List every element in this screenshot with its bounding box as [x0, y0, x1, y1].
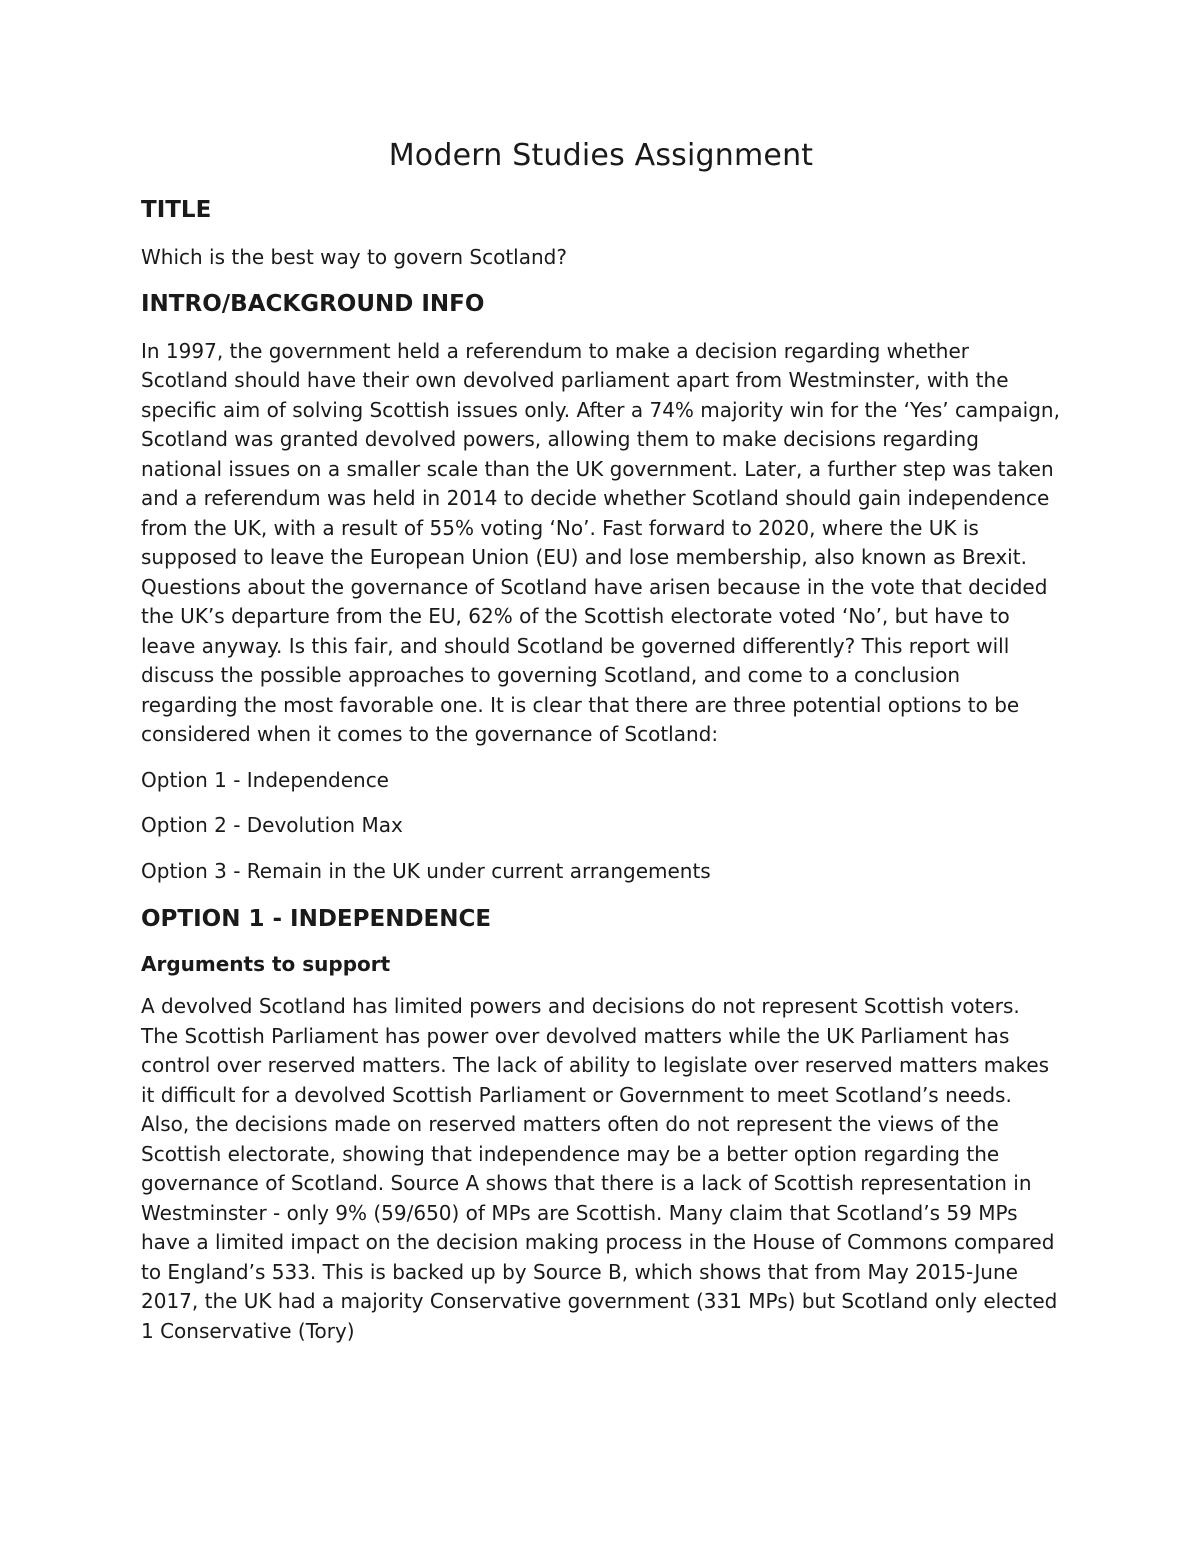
- options-list: [141, 766, 1061, 887]
- support-subheading: Arguments to support: [141, 952, 391, 976]
- title-heading: TITLE: [141, 197, 212, 223]
- support-paragraph: A devolved Scotland has limited powers and decisions do not represent Scottish voters. The Scottish Parliament has power over devolved matters while the UK Parliament has control over reserved matters. The lack of ability to legislate over reserved matters makes it difficult for a devolved Scottish Parliament or Government to meet Scotland’s needs. Also, the decisions made on reserved matters often do not represent the views of the Scottish electorate, showing that independence may be a better option regarding the governance of Scotland. Source A shows that there is a lack of Scottish representation in Westminster - only 9% (59/650) of MPs are Scottish. Many claim that Scotland’s 59 MPs have a limited impact on the decision making process in the House of Commons compared to England’s 533. This is backed up by Source B, which shows that from May 2015-June 2017, the UK had a majority Conservative government (331 MPs) but Scotland only elected 1 Conservative (Tory): [141, 994, 1058, 1343]
- intro-heading: INTRO/BACKGROUND INFO: [141, 290, 485, 317]
- document-page: [141, 138, 1061, 1362]
- intro-paragraph: In 1997, the government held a referendum to make a decision regarding whether Scotland should have their own devolved parliament apart from Westminster, with the specific aim of solving Scottish issues only. After a 74% majority win for the ‘Yes’ campaign, Scotland was granted devolved powers, allowing them to make decisions regarding national issues on a smaller scale than the UK government. Later, a further step was taken and a referendum was held in 2014 to decide whether Scotland should gain independence from the UK, with a result of 55% voting ‘No’. Fast forward to 2020, where the UK is supposed to leave the European Union (EU) and lose membership, also known as Brexit. Questions about the governance of Scotland have arisen because in the vote that decided the UK’s departure from the EU, 62% of the Scottish electorate voted ‘No’, but have to leave anyway. Is this fair, and should Scotland be governed differently? This report will discuss the possible approaches to governing Scotland, and come to a conclusion regarding the most favorable one. It is clear that there are three potential options to be considered when it comes to the governance of Scotland:: [141, 338, 1060, 746]
- option-item-1: Option 1 - Independence: [141, 767, 389, 792]
- option-item-2: Option 2 - Devolution Max: [141, 813, 403, 837]
- document-title: Modern Studies Assignment: [388, 138, 814, 173]
- option1-heading: OPTION 1 - INDEPENDENCE: [141, 906, 492, 932]
- option-item-3: Option 3 - Remain in the UK under current arrangements: [141, 858, 711, 883]
- title-text: Which is the best way to govern Scotland?: [141, 245, 567, 269]
